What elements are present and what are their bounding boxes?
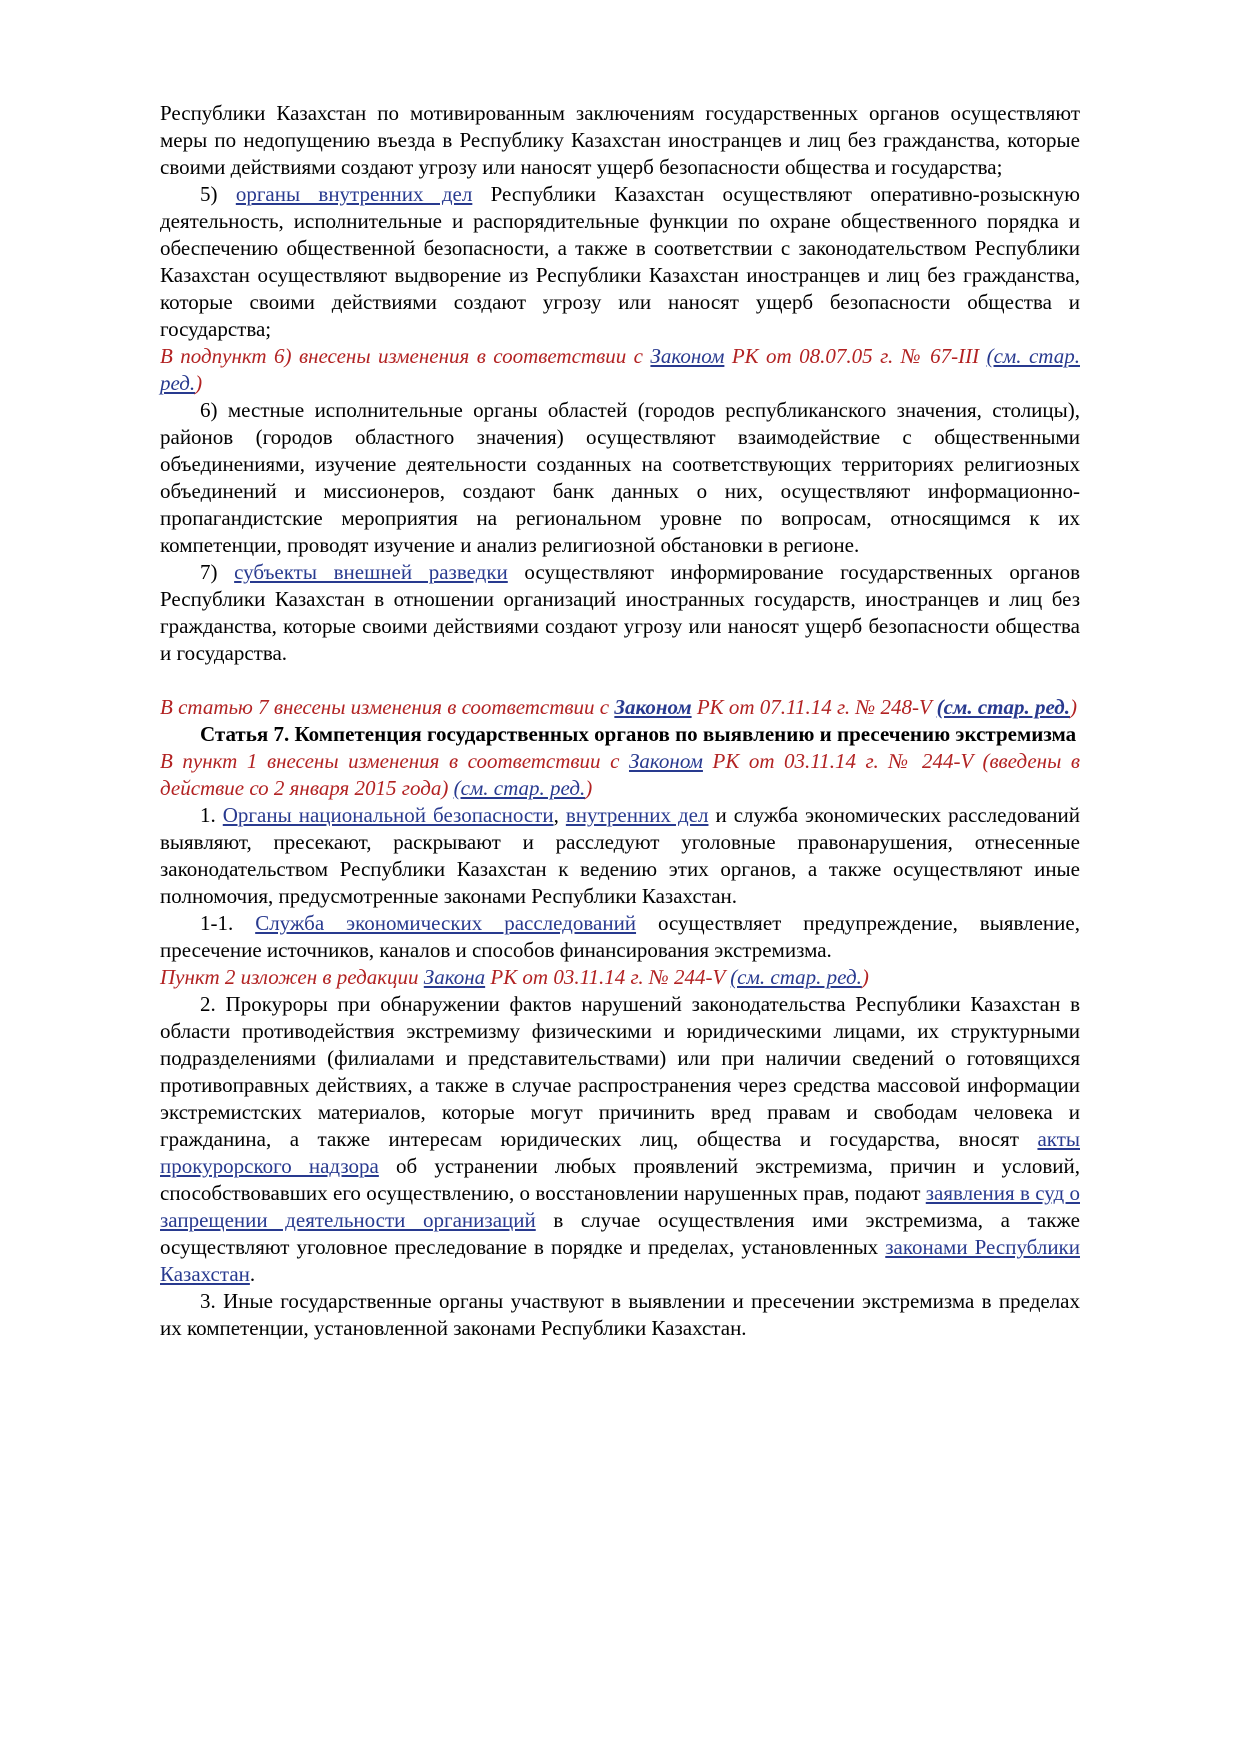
heading-article-7 — [160, 721, 1080, 748]
note-point-2-amended — [160, 964, 1080, 991]
text-run: Пункт 2 изложен в редакции — [160, 965, 424, 989]
text-run: , — [553, 803, 566, 827]
text-run: В пункт 1 внесены изменения в соответствии с — [160, 749, 629, 773]
text-run: в случае осуществления ими экстремизма, а также осуществляют уголовное преследование в порядке и пределах, установленных — [160, 1208, 1080, 1259]
text-run: РК от 07.11.14 г. № 248-V — [691, 695, 937, 719]
law-link[interactable]: (см. стар. ред. — [936, 695, 1070, 719]
text-run: РК от 03.11.14 г. № 244-V (введены в действие со 2 января 2015 года) — [160, 749, 1080, 800]
law-link[interactable]: (см. стар. ред. — [453, 776, 586, 800]
text-run: РК от 08.07.05 г. № 67-III — [724, 344, 987, 368]
text-run: . — [249, 1262, 256, 1286]
paragraph-subpoint-5 — [160, 181, 1080, 343]
paragraph-subpoint-6 — [160, 397, 1080, 559]
law-link[interactable]: субъекты внешней разведки — [234, 560, 508, 584]
paragraph-point-1 — [160, 802, 1080, 910]
text-run: ) — [585, 776, 593, 800]
text-run: ) — [861, 965, 869, 989]
law-link[interactable]: (см. стар. ред. — [160, 344, 1080, 395]
text-run: и служба экономических расследований выявляют, пресекают, раскрывают и расследуют уголовные правонарушения, отнесенные законодательством Республики Казахстан к ведению этих органов, а также осуществляют иные полномочия, предусмотренные законами Республики Казахстан. — [160, 803, 1081, 908]
text-run: осуществляют информирование государственных органов Республики Казахстан в отношении организаций иностранных государств, иностранцев и лиц без гражданства, которые своими действиями создают угрозу или наносят ущерб безопасности общества и государства. — [160, 560, 1080, 665]
text-run: 1-1. — [200, 911, 256, 935]
paragraph-point-2 — [160, 991, 1080, 1288]
text-run: В статью 7 внесены изменения в соответствии с — [160, 695, 615, 719]
text-run: осуществляет предупреждение, выявление, пресечение источников, каналов и способов финансирования экстремизма. — [160, 911, 1080, 962]
text-run: ) — [1069, 695, 1077, 719]
law-link[interactable]: заявления в суд о запрещении деятельности организаций — [160, 1181, 1080, 1232]
law-link[interactable]: Законом — [628, 749, 703, 773]
paragraph-point-3 — [160, 1288, 1080, 1342]
law-link[interactable]: Служба экономических расследований — [255, 911, 637, 935]
law-link[interactable]: акты прокурорского надзора — [160, 1127, 1080, 1178]
paragraph-point-1-1 — [160, 910, 1080, 964]
text-run: об устранении любых проявлений экстремизма, причин и условий, способствовавших его осуществлению, о восстановлении нарушенных прав, подают — [160, 1154, 1081, 1205]
spacer — [160, 667, 1080, 694]
text-run: Республики Казахстан осуществляют оперативно-розыскную деятельность, исполнительные и распорядительные функции по охране общественного порядка и обеспечению общественной безопасности, а также в соответствии с законодательством Республики Казахстан осуществляют выдворение из Республики Казахстан иностранцев и лиц без гражданства, которые своими действиями создают угрозу или наносят ущерб безопасности общества и государства; — [160, 182, 1080, 341]
text-run: РК от 03.11.14 г. № 244-V — [485, 965, 731, 989]
law-link[interactable]: (см. стар. ред. — [730, 965, 862, 989]
text-run: Республики Казахстан по мотивированным заключениям государственных органов осуществляют меры по недопущению въезда в Республику Казахстан иностранцев и лиц без гражданства, которые своими действиями создают угрозу или наносят ущерб безопасности общества и государства; — [160, 101, 1080, 179]
text-run: Статья 7. Компетенция государственных органов по выявлению и пресечению экстремизма — [200, 722, 1077, 746]
paragraph-subpoint-7 — [160, 559, 1080, 667]
law-link[interactable]: Закона — [423, 965, 486, 989]
law-link[interactable]: Законом — [650, 344, 725, 368]
law-link[interactable]: законами Республики Казахстан — [160, 1235, 1080, 1286]
note-point-1-amended — [160, 748, 1080, 802]
note-article-7-amended — [160, 694, 1080, 721]
text-run: 1. — [200, 803, 223, 827]
note-subpoint-6-amended — [160, 343, 1080, 397]
law-link[interactable]: Органы национальной безопасности — [222, 803, 554, 827]
text-run: 5) — [200, 182, 236, 206]
document-page — [160, 100, 1080, 1342]
paragraph-continuation — [160, 100, 1080, 181]
law-link[interactable]: органы внутренних дел — [235, 182, 473, 206]
text-run: ) — [195, 371, 203, 395]
text-run: В подпункт 6) внесены изменения в соответствии с — [160, 344, 651, 368]
text-run: 3. Иные государственные органы участвуют в выявлении и пресечении экстремизма в пределах их компетенции, установленной законами Республики Казахстан. — [160, 1289, 1080, 1340]
text-run: 6) местные исполнительные органы областей (городов республиканского значения, столицы), районов (городов областного значения) осуществляют взаимодействие с общественными объединениями, изучение деятельности созданных на соответствующих территориях религиозных объединений и миссионеров, создают банк данных о них, осуществляют информационно-пропагандистские мероприятия на региональном уровне по вопросам, относящимся к их компетенции, проводят изучение и анализ религиозной обстановки в регионе. — [160, 398, 1080, 557]
text-run: 7) — [200, 560, 235, 584]
law-link[interactable]: внутренних дел — [565, 803, 709, 827]
text-run: 2. Прокуроры при обнаружении фактов нарушений законодательства Республики Казахстан в области противодействия экстремизму физическими и юридическими лицами, их структурными подразделениями (филиалами и представительствами) или при наличии сведений о готовящихся противоправных действиях, а также в случае распространения через средства массовой информации экстремистских материалов, которые могут причинить вред правам и свободам человека и гражданина, а также интересам юридических лиц, общества и государства, вносят — [160, 992, 1080, 1151]
law-link[interactable]: Законом — [614, 695, 692, 719]
